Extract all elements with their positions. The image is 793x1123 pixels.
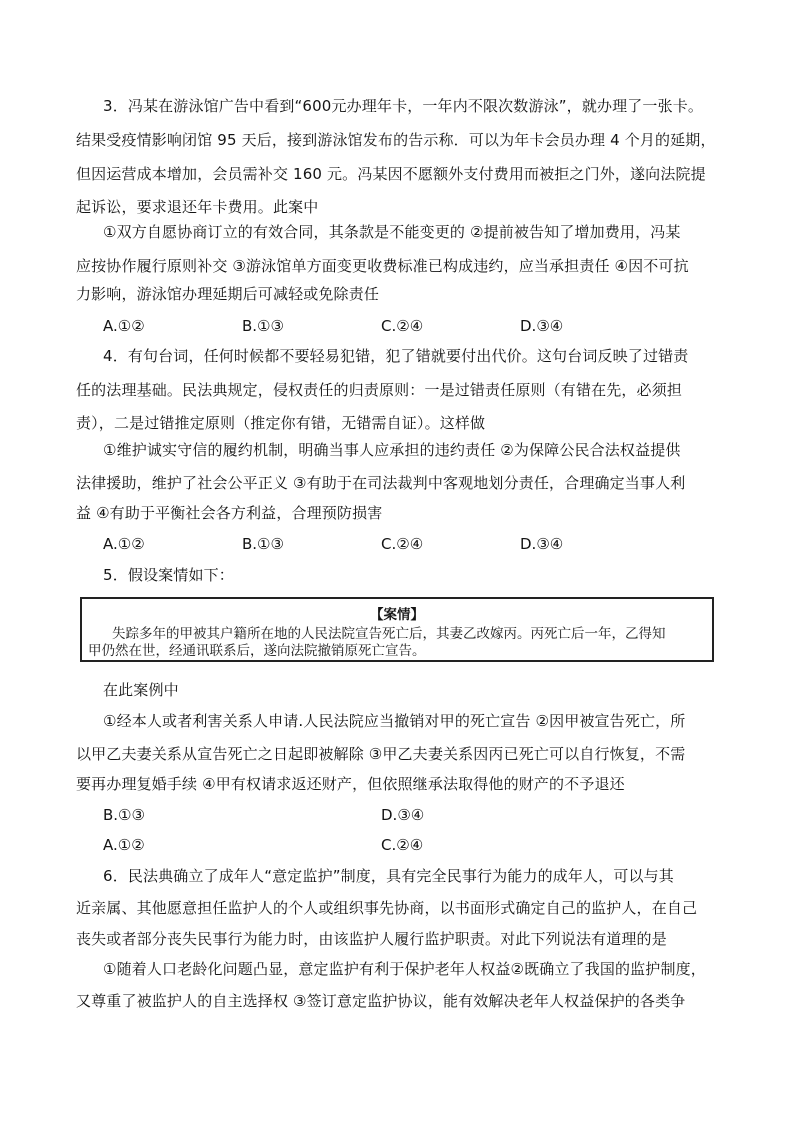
case-title: 【案情】 bbox=[370, 607, 424, 623]
q3-line-3: 但因运营成本增加，会员需补交 160 元。冯某因不愿额外支付费用而被拒之门外，遂向法院提 bbox=[76, 165, 706, 183]
q4-line-1: 4．有句台词，任何时候都不要轻易犯错，犯了错就要付出代价。这句台词反映了过错责 bbox=[103, 347, 689, 365]
q5-line-2: ①经本人或者利害关系人申请.人民法院应当撤销对甲的死亡宣告 ②因甲被宣告死亡，所 bbox=[103, 712, 686, 730]
q5-option-c[interactable]: C.②④ bbox=[381, 836, 424, 854]
q4-line-4: ①维护诚实守信的履约机制，明确当事人应承担的违约责任 ②为保障公民合法权益提供 bbox=[103, 441, 681, 459]
q5-option-a[interactable]: A.①② bbox=[103, 836, 145, 854]
q3-line-2: 结果受疫情影响闭馆 95 天后，接到游泳馆发布的告示称．可以为年卡会员办理 4 个月的延期， bbox=[76, 131, 716, 149]
case-box bbox=[80, 597, 714, 662]
q5-option-b[interactable]: B.①③ bbox=[103, 806, 145, 824]
q3-line-7: 力影响，游泳馆办理延期后可减轻或免除责任 bbox=[76, 285, 380, 303]
q3-line-6: 应按协作履行原则补交 ③游泳馆单方面变更收费标准已构成违约，应当承担责任 ④因不可抗 bbox=[76, 257, 689, 275]
q4-line-5: 法律援助，维护了社会公平正义 ③有助于在司法裁判中客观地划分责任，合理确定当事人利 bbox=[76, 474, 686, 492]
case-line-2: 甲仍然在世，经通讯联系后，遂向法院撤销原死亡宣告。 bbox=[88, 643, 426, 659]
q6-line-2: 近亲属、其他愿意担任监护人的个人或组织事先协商，以书面形式确定自己的监护人，在自己 bbox=[76, 899, 698, 917]
q4-option-c[interactable]: C.②④ bbox=[381, 535, 424, 553]
q6-line-5: 又尊重了被监护人的自主选择权 ③签订意定监护协议，能有效解决老年人权益保护的各类争 bbox=[76, 992, 686, 1010]
q4-line-3: 责），二是过错推定原则（推定你有错，无错需自证）。这样做 bbox=[76, 414, 486, 432]
q4-line-6: 益 ④有助于平衡社会各方利益，合理预防损害 bbox=[76, 504, 383, 522]
q3-line-4: 起诉讼，要求退还年卡费用。此案中 bbox=[76, 198, 319, 216]
q3-option-b[interactable]: B.①③ bbox=[242, 317, 284, 335]
q5-line-3: 以甲乙夫妻关系从宣告死亡之日起即被解除 ③甲乙夫妻关系因丙已死亡可以自行恢复，不需 bbox=[76, 745, 686, 763]
q4-option-a[interactable]: A.①② bbox=[103, 535, 145, 553]
q4-line-2: 任的法理基础。民法典规定，侵权责任的归责原则：一是过错责任原则（有错在先，必须担 bbox=[76, 381, 683, 399]
q6-line-4: ①随着人口老龄化问题凸显，意定监护有利于保护老年人权益②既确立了我国的监护制度， bbox=[103, 960, 706, 978]
q5-line-4: 要再办理复婚手续 ④甲有权请求返还财产，但依照继承法取得他的财产的不予退还 bbox=[76, 775, 625, 793]
q3-line-1: 3．冯某在游泳馆广告中看到“600元办理年卡，一年内不限次数游泳”，就办理了一张卡。 bbox=[103, 97, 704, 115]
q3-option-c[interactable]: C.②④ bbox=[381, 317, 424, 335]
q4-option-b[interactable]: B.①③ bbox=[242, 535, 284, 553]
q3-option-a[interactable]: A.①② bbox=[103, 317, 145, 335]
q4-option-d[interactable]: D.③④ bbox=[520, 535, 564, 553]
q6-line-1: 6．民法典确立了成年人“意定监护”制度，具有完全民事行为能力的成年人，可以与其 bbox=[103, 867, 674, 885]
q5-line-1: 在此案例中 bbox=[103, 681, 179, 699]
q6-line-3: 丧失或者部分丧失民事行为能力时，由该监护人履行监护职责。对此下列说法有道理的是 bbox=[76, 930, 667, 948]
q3-option-d[interactable]: D.③④ bbox=[520, 317, 564, 335]
case-line-1: 失踪多年的甲被其户籍所在地的人民法院宣告死亡后，其妻乙改嫁丙。丙死亡后一年，乙得知 bbox=[112, 626, 666, 642]
q5-option-d[interactable]: D.③④ bbox=[381, 806, 425, 824]
q5-intro: 5．假设案情如下： bbox=[103, 566, 234, 584]
q3-line-5: ①双方自愿协商订立的有效合同，其条款是不能变更的 ②提前被告知了增加费用，冯某 bbox=[103, 223, 681, 241]
